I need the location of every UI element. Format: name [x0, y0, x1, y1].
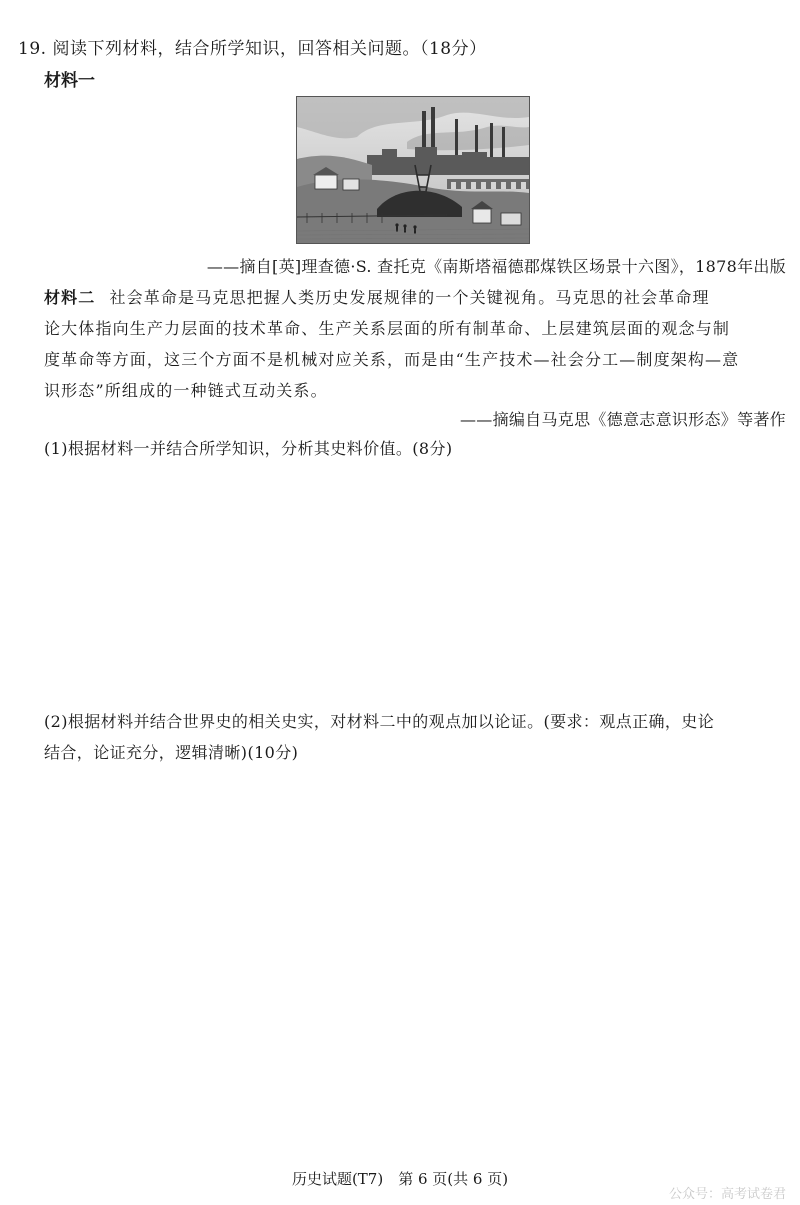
material1-caption: ——摘自[英]理查德·S. 查托克《南斯塔福德郡煤铁区场景十六图》，1878年出版: [206, 257, 786, 276]
material2-line-3: 度革命等方面，这三个方面不是机械对应关系，而是由“生产技术—社会分工—制度架构—意: [44, 350, 740, 369]
material2-line-1: 材料二 社会革命是马克思把握人类历史发展规律的一个关键视角。马克思的社会革命理: [44, 288, 710, 307]
question-title: 19. 阅读下列材料，结合所学知识，回答相关问题。（18分）: [18, 39, 487, 59]
sub-question-2-line-2: 结合，论证充分，逻辑清晰)(10分): [44, 743, 299, 762]
page-footer: 历史试题(T7) 第 6 页(共 6 页): [291, 1170, 509, 1188]
sub-question-1-line: (1)根据材料一并结合所学知识，分析其史料价值。(8分): [44, 439, 453, 458]
sub-question-2: [44, 706, 714, 768]
sub-question-2-line-1: (2)根据材料并结合世界史的相关史实，对材料二中的观点加以论证。(要求：观点正确，史论: [44, 712, 715, 731]
material2-caption: ——摘编自马克思《德意志意识形态》等著作: [459, 410, 786, 429]
industrial-engraving-image: [296, 96, 530, 244]
watermark-text: 公众号：高考试卷君: [668, 1187, 786, 1202]
material2-label: 材料二: [44, 288, 96, 307]
material2-line-4: 识形态”所组成的一种链式互动关系。: [44, 381, 328, 400]
material1-label: 材料一: [44, 71, 95, 91]
material2-line-2: 论大体指向生产力层面的技术革命、生产关系层面的所有制革命、上层建筑层面的观念与制: [44, 319, 731, 338]
engraving-illustration-icon: [297, 97, 529, 243]
sub-question-1: [44, 436, 453, 459]
material2-block: [44, 282, 786, 406]
